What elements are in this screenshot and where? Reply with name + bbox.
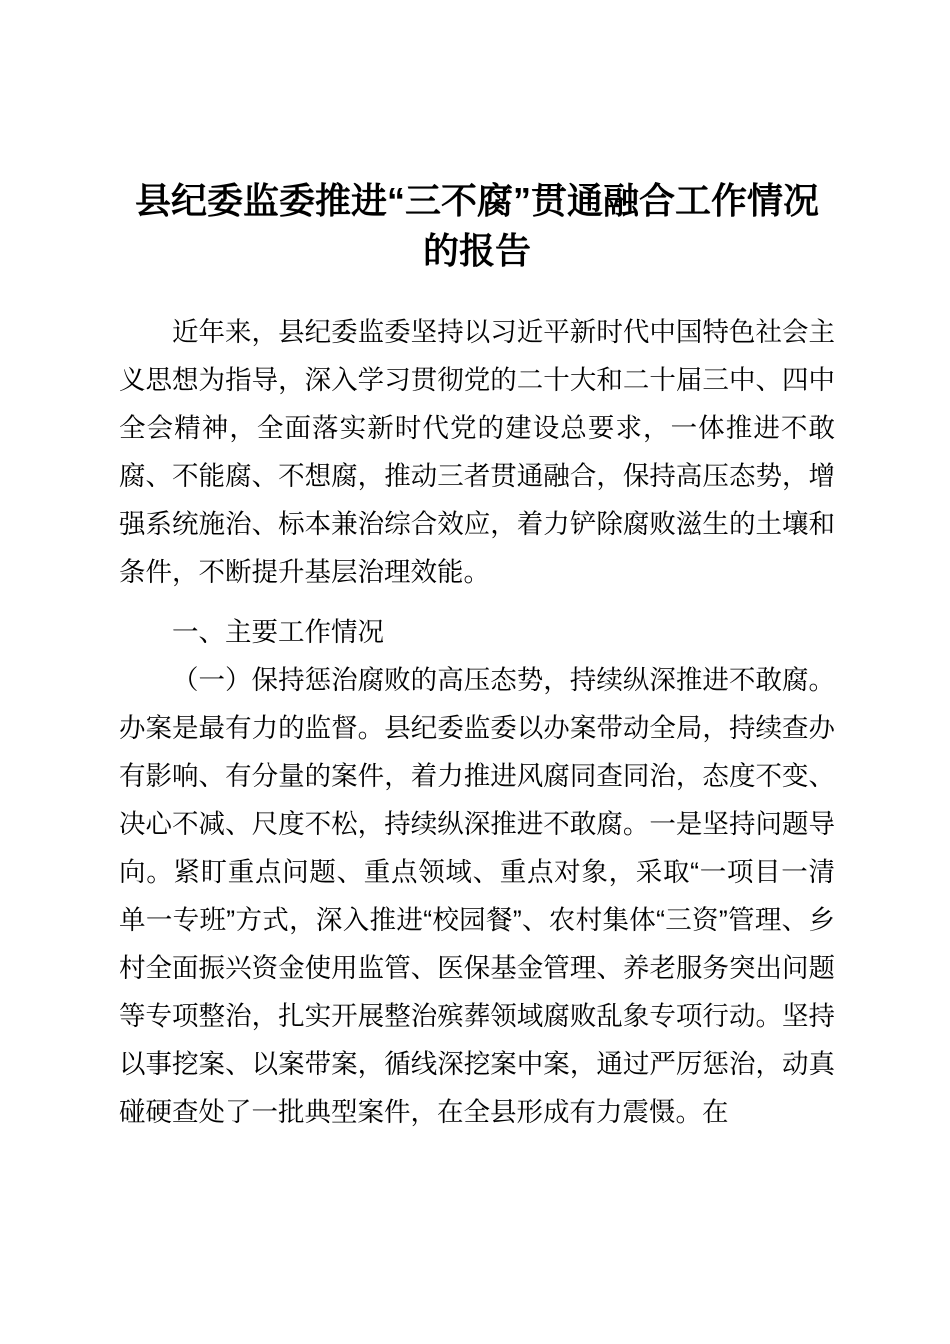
document-title: 县纪委监委推进“三不腐”贯通融合工作情况的报告 (134, 180, 819, 271)
intro-paragraph: 近年来，县纪委监委坚持以习近平新时代中国特色社会主义思想为指导，深入学习贯彻党的二十大和二十届三中、四中全会精神，全面落实新时代党的建设总要求，一体推进不敢腐、不能腐、不想腐，推动三者贯通融合，保持高压态势，增强系统施治、标本兼治综合效应，着力铲除腐败滋生的土壤和条件，不断提升基层治理效能。 (119, 317, 835, 587)
section-heading: 一、主要工作情况 (172, 617, 384, 647)
document-content (119, 0, 835, 1136)
section-paragraph: （一）保持惩治腐败的高压态势，持续纵深推进不敢腐。办案是最有力的监督。县纪委监委以办案带动全局，持续查办有影响、有分量的案件，着力推进风腐同查同治，态度不变、决心不减、尺度不松，持续纵深推进不敢腐。一是坚持问题导向。紧盯重点问题、重点领域、重点对象，采取“一项目一清单一专班”方式，深入推进“校园餐”、农村集体“三资”管理、乡村全面振兴资金使用监管、医保基金管理、养老服务突出问题等专项整治，扎实开展整治殡葬领域腐败乱象专项行动。坚持以事挖案、以案带案，循线深挖案中案，通过严厉惩治，动真碰硬查处了一批典型案件，在全县形成有力震慑。在 (119, 665, 835, 1127)
